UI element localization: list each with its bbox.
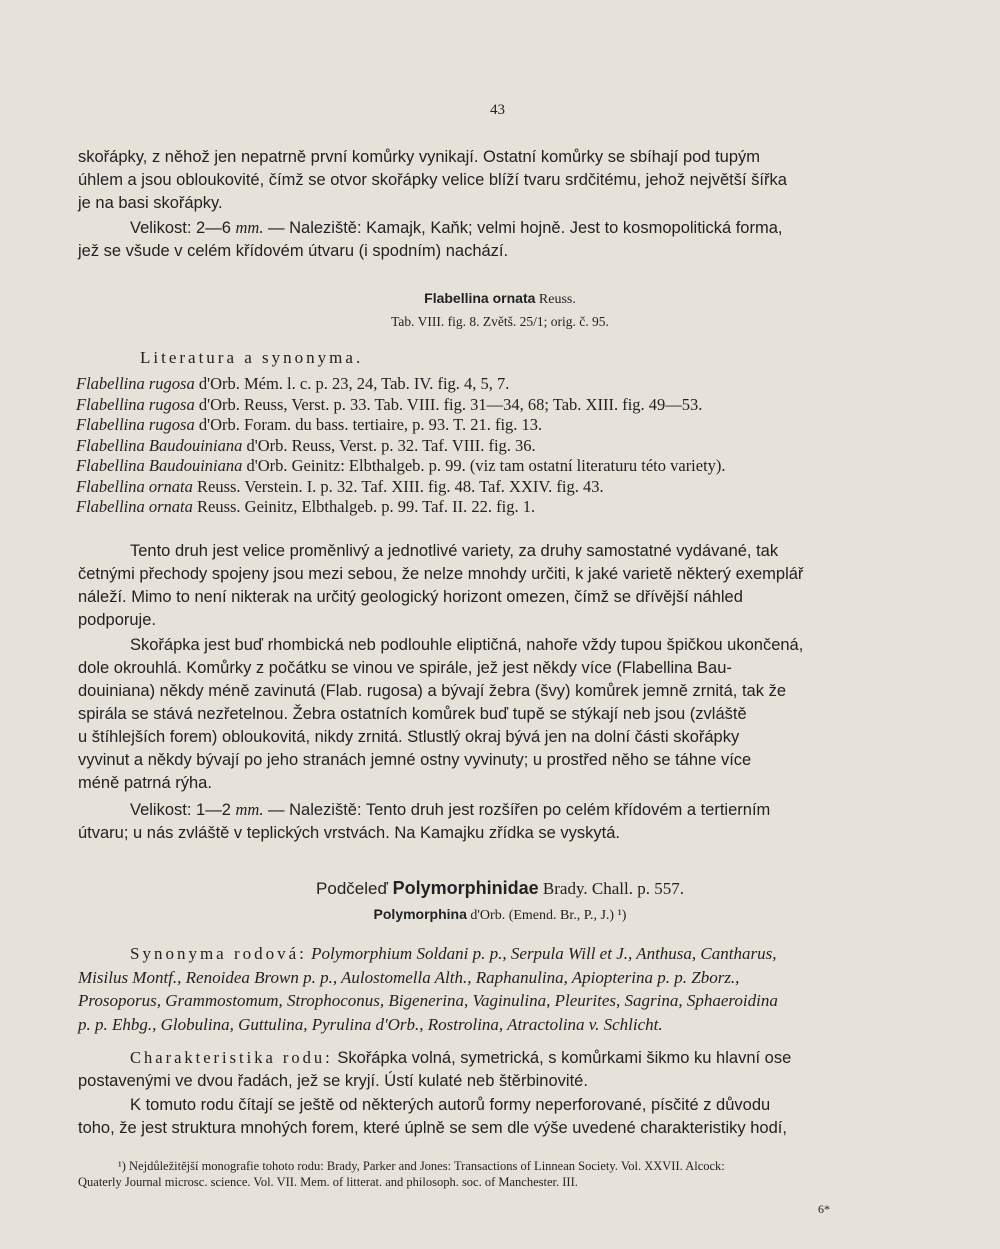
paragraph-1 (78, 146, 908, 215)
page-number: 43 (490, 102, 505, 118)
text-line: podporuje. (78, 611, 156, 629)
text-line: vyvinut a někdy bývají po jeho stranách jemné ostny vyvinuty; u prostřed něho se táhne více (78, 751, 752, 769)
subfamily-prefix: Podčeleď (316, 879, 393, 898)
size-label: Velikost: 2—6 (130, 219, 236, 237)
text-line: dole okrouhlá. Komůrky z počátku se vinou ve spirále, jež jest někdy více (Flabellina Bau- (78, 659, 732, 677)
paragraph-size-1 (78, 216, 908, 263)
literature-heading (140, 346, 970, 369)
species-name: Flabellina ornata (424, 290, 536, 306)
reference: Reuss. Geinitz, Elbthalgeb. p. 99. Taf. II. 22. fig. 1. (192, 497, 536, 516)
literature-entry (76, 436, 936, 457)
text-line: postavenými ve dvou řadách, jež se kryjí. Ústí kulaté neb štěrbinovité. (78, 1072, 588, 1090)
taxon-name: Flabellina ornata (76, 497, 193, 516)
characteristics-label: Charakteristika rodu: (130, 1048, 333, 1067)
text-line: náleží. Mimo to není nikterak na určitý geologický horizont omezen, čímž se dřívější náhled (78, 588, 743, 606)
literature-entry (76, 456, 936, 477)
species-author: Reuss. (535, 292, 576, 307)
synonyma-label: Synonyma rodová: (130, 944, 307, 963)
literature-entry (76, 477, 936, 498)
paragraph-genus-note (78, 1094, 908, 1140)
paragraph-characteristics (78, 1046, 908, 1093)
text-line: spirála se stává nezřetelnou. Žebra ostatních komůrek buď tupě se stýkají neb jsou (zvláště (78, 705, 747, 723)
reference: d'Orb. Mém. l. c. p. 23, 24, Tab. IV. fig. 4, 5, 7. (194, 374, 510, 393)
subfamily-heading (0, 878, 1000, 899)
text-line: K tomuto rodu čítají se ještě od některých autorů formy neperforované, písčité z důvodu (130, 1096, 771, 1114)
species-tab: Tab. VIII. fig. 8. Zvětš. 25/1; orig. č. 95. (391, 314, 609, 329)
size-rest: — Naleziště: Kamajk, Kaňk; velmi hojně. Jest to kosmopolitická forma, (263, 219, 783, 237)
genus-heading (0, 906, 1000, 924)
text-line: úhlem a jsou obloukovité, čímž se otvor skořápky velice blíží tvaru srdčitému, jehož největší šířka (78, 171, 787, 189)
subfamily-ref: Brady. Chall. p. 557. (538, 879, 684, 898)
reference: d'Orb. Geinitz: Elbthalgeb. p. 99. (viz tam ostatní literaturu této variety). (242, 456, 726, 475)
taxon-name: Flabellina rugosa (76, 374, 195, 393)
text-line: jež se všude v celém křídovém útvaru (i spodním) nachází. (78, 242, 509, 260)
signature-mark: 6* (818, 1202, 830, 1216)
unit-mm: mm. (235, 800, 264, 819)
text-line: Skořápka jest buď rhombická neb podlouhle eliptičná, nahoře vždy tupou špičkou ukončená, (130, 636, 804, 654)
paragraph-variability (78, 540, 908, 632)
text-line: četnými přechody spojeny jsou mezi sebou, že nelze mnohdy určiti, k jaké varietě některý exemplář (78, 565, 804, 583)
literature-list (76, 374, 936, 518)
text-line: Skořápka volná, symetrická, s komůrkami šikmo ku hlavní ose (332, 1049, 792, 1067)
species-heading (0, 290, 1000, 308)
genus-ref: d'Orb. (Emend. Br., P., J.) ¹) (466, 908, 627, 923)
text-line: Tento druh jest velice proměnlivý a jednotlivé variety, za druhy samostatné vydávané, tak (130, 542, 779, 560)
literature-entry (76, 395, 936, 416)
taxon-name: Flabellina Baudouiniana (76, 435, 243, 455)
subfamily-name: Polymorphinidae (392, 878, 539, 898)
size-label: Velikost: 1—2 (130, 801, 236, 819)
size-rest: — Naleziště: Tento druh jest rozšířen po celém křídovém a tertierním (263, 801, 771, 819)
paragraph-description (78, 634, 908, 795)
genus-name: Polymorphina (373, 906, 467, 922)
literature-entry (76, 374, 936, 395)
text-line: p. p. Ehbg., Globulina, Guttulina, Pyrulina d'Orb., Rostrolina, Atractolina v. Schlicht. (78, 1014, 663, 1034)
literature-entry (76, 415, 936, 436)
taxon-name: Flabellina rugosa (76, 394, 195, 414)
text-line: u štíhlejších forem) obloukovitá, nikdy zrnitá. Stlustlý okraj bývá jen na dolní části skořápky (78, 728, 740, 746)
paragraph-size-2 (78, 798, 908, 845)
text-line: Polymorphium Soldani p. p., Serpula Will et J., Anthusa, Cantharus, (306, 944, 777, 963)
taxon-name: Flabellina rugosa (76, 415, 195, 434)
footnote-line: Quaterly Journal microsc. science. Vol. VII. Mem. of litterat. and philosoph. soc. of Manchester. III. (78, 1175, 578, 1189)
reference: d'Orb. Reuss, Verst. p. 32. Taf. VIII. fig. 36. (242, 435, 536, 455)
text-line: méně patrná rýha. (78, 774, 212, 792)
reference: d'Orb. Foram. du bass. tertiaire, p. 93. T. 21. fig. 13. (194, 415, 543, 434)
literature-heading-text: Literatura a synonyma. (140, 348, 364, 367)
reference: Reuss. Verstein. I. p. 32. Taf. XIII. fig. 48. Taf. XXIV. fig. 43. (192, 476, 604, 496)
footnote-line: ¹) Nejdůležitější monografie tohoto rodu: Brady, Parker and Jones: Transactions of Linnean Society. Vol. XXVII. Alcock: (118, 1159, 725, 1173)
footnote (78, 1158, 908, 1190)
text-line: toho, že jest struktura mnohých forem, které úplně se sem dle výše uvedené charakteristiky hodí, (78, 1119, 787, 1137)
text-line: útvaru; u nás zvláště v teplických vrstvách. Na Kamajku zřídka se vyskytá. (78, 824, 620, 842)
text-line: Misilus Montf., Renoidea Brown p. p., Aulostomella Alth., Raphanulina, Apiopterina p. p. Zborz., (78, 967, 740, 987)
text-line: douiniana) někdy méně zavinutá (Flab. rugosa) a bývají žebra (švy) komůrek jemně zrnitá, tak že (78, 682, 786, 700)
reference: d'Orb. Reuss, Verst. p. 33. Tab. VIII. fig. 31—34, 68; Tab. XIII. fig. 49—53. (194, 394, 703, 414)
paragraph-synonyma (78, 942, 908, 1036)
literature-entry (76, 497, 936, 518)
text-line: skořápky, z něhož jen nepatrně první komůrky vynikají. Ostatní komůrky se sbíhají pod tupým (78, 148, 761, 166)
text-line: je na basi skořápky. (78, 194, 223, 212)
taxon-name: Flabellina ornata (76, 476, 193, 496)
text-line: Prosoporus, Grammostomum, Strophoconus, Bigenerina, Vaginulina, Pleurites, Sagrina, Sphaeroidina (78, 991, 778, 1010)
unit-mm: mm. (235, 218, 264, 237)
taxon-name: Flabellina Baudouiniana (76, 456, 243, 475)
